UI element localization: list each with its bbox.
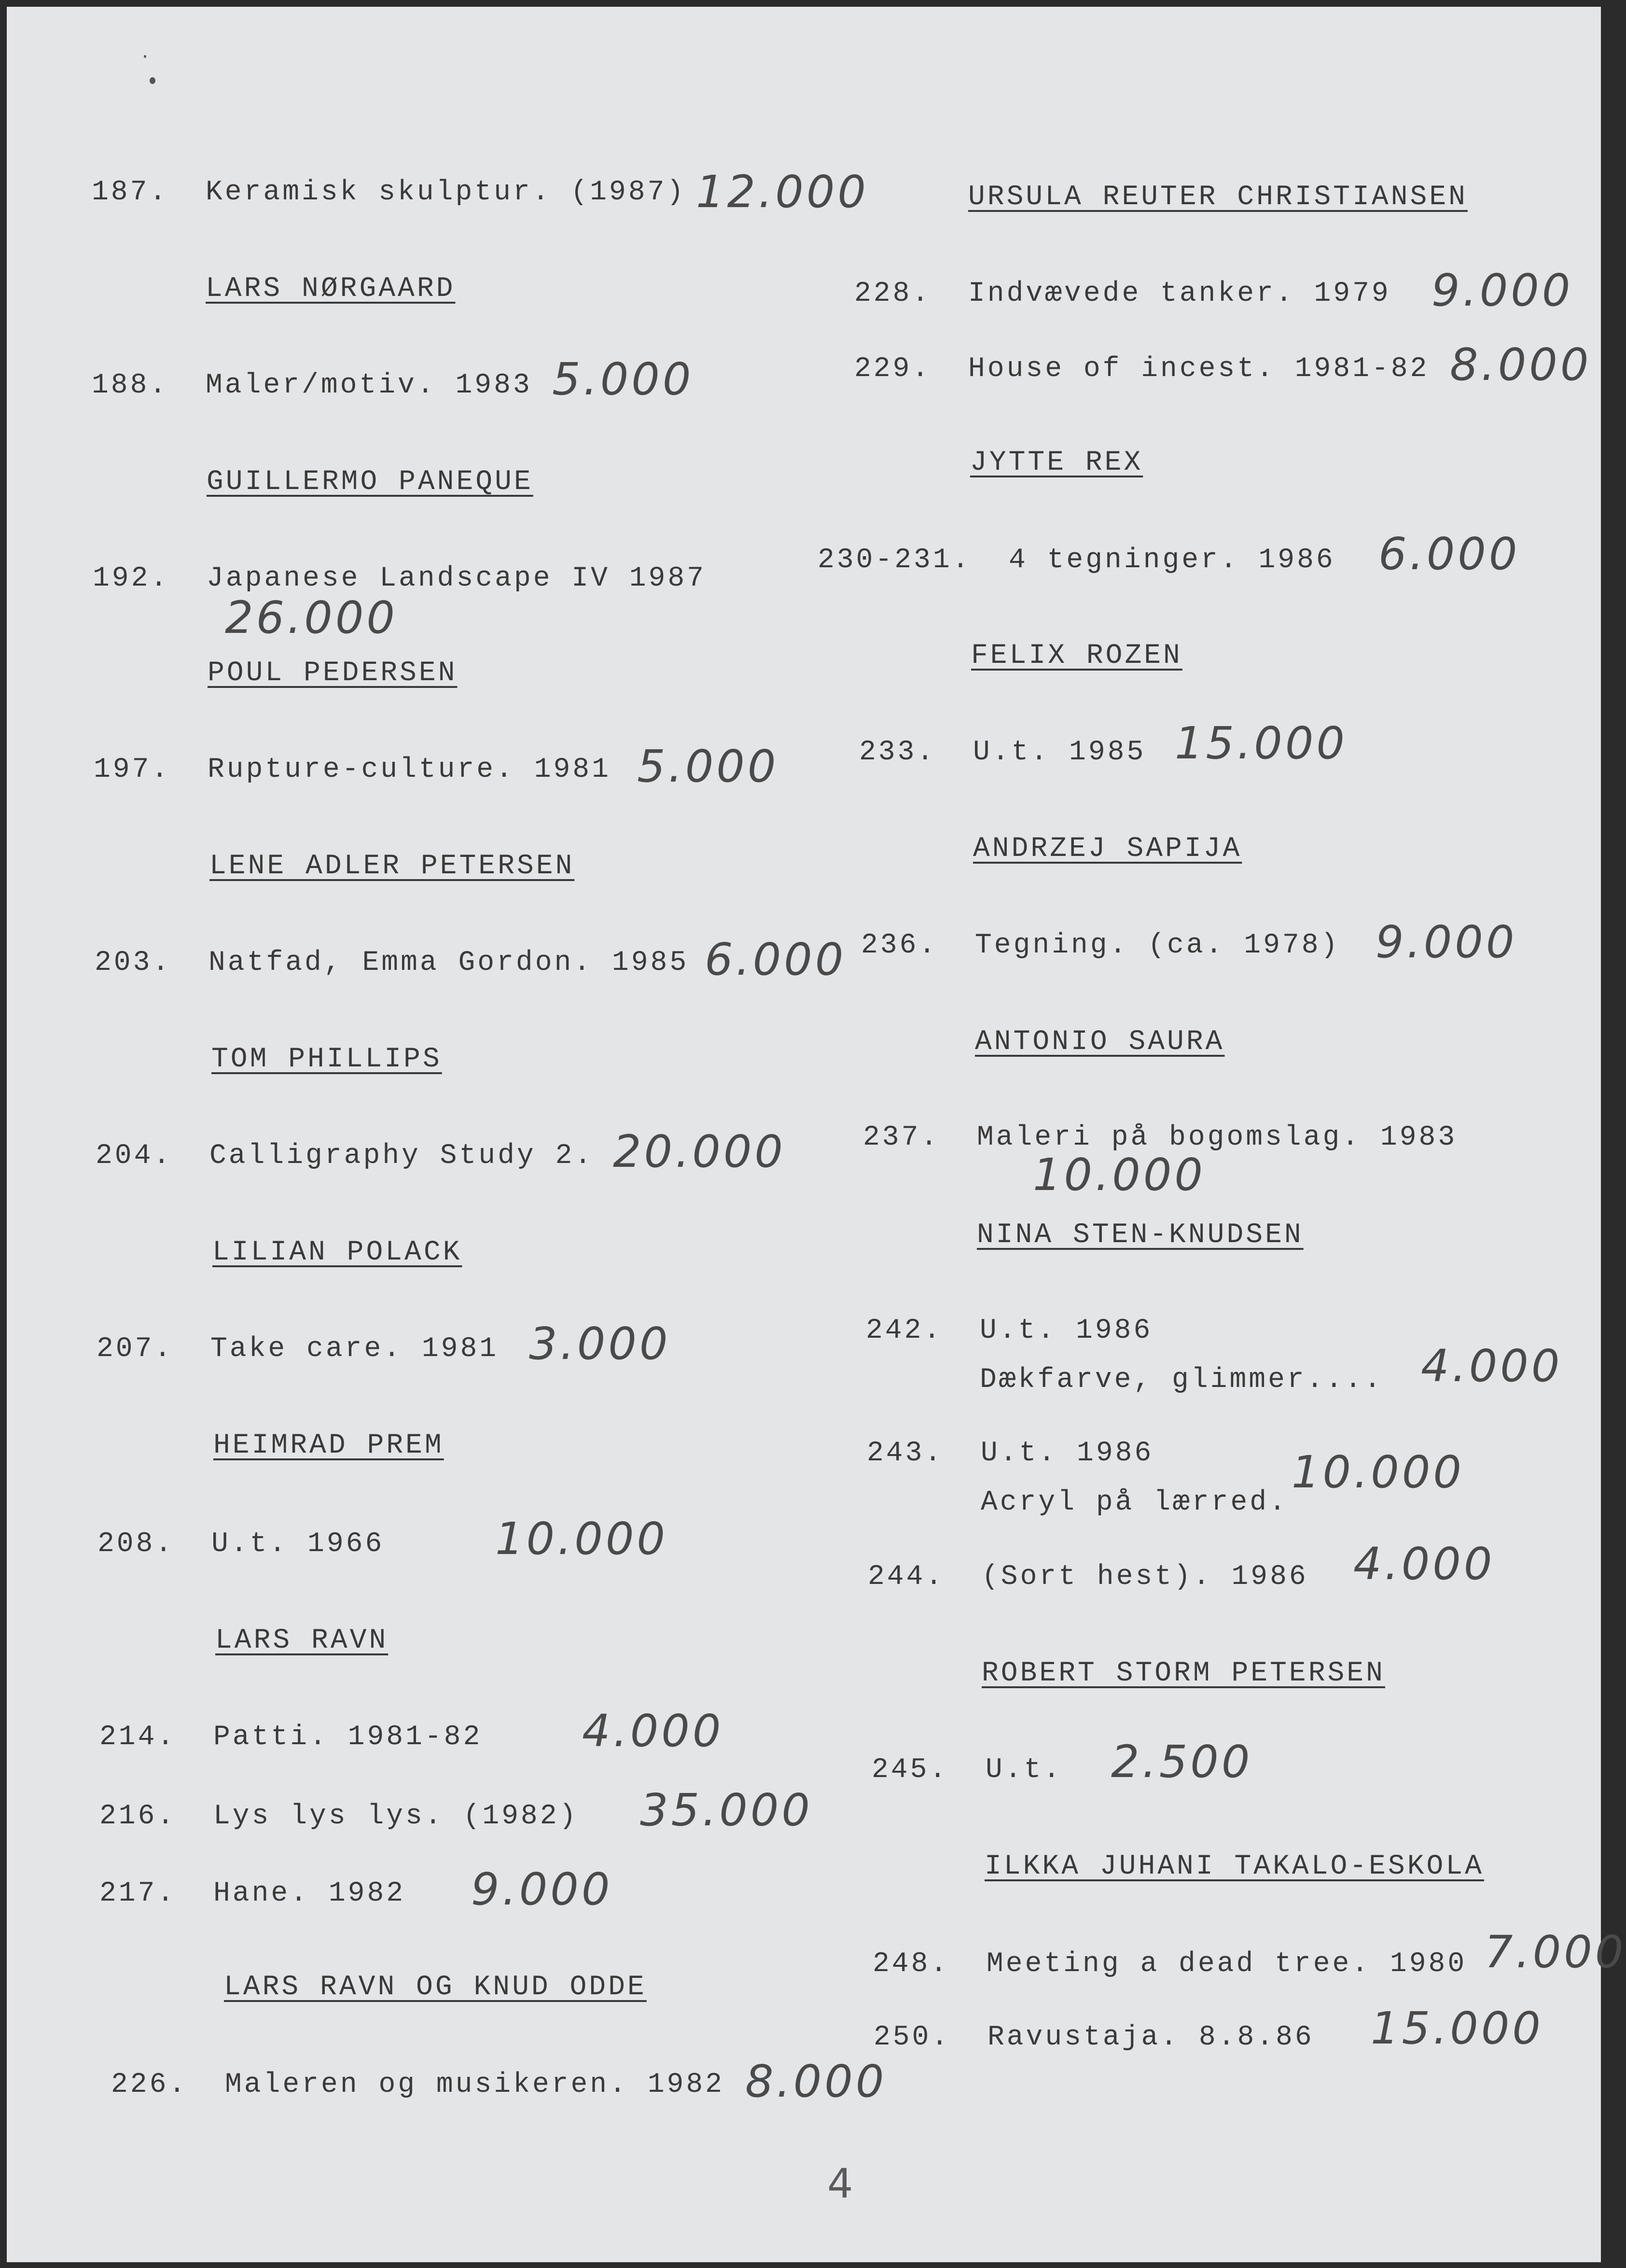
entry-title: Maleri på bogomslag. 1983 (977, 1122, 1458, 1153)
entry-title: Ravustaja. 8.8.86 (987, 2022, 1314, 2053)
entry-236 (861, 930, 1340, 961)
entry-number: 197. (94, 754, 171, 785)
entry-number: 226. (111, 2069, 188, 2100)
handwritten-price: 9.000 (1431, 265, 1573, 316)
artist-heading: LENE ADLER PETERSEN (209, 851, 575, 882)
handwritten-price: 10.000 (1033, 1149, 1206, 1201)
entry-title: 4 tegninger. 1986 (1009, 545, 1335, 576)
handwritten-price: 4.000 (1421, 1340, 1563, 1392)
artist-heading: ROBERT STORM PETERSEN (982, 1658, 1385, 1689)
artist-heading: LARS NØRGAARD (206, 273, 456, 305)
handwritten-price: 4.000 (1353, 1538, 1495, 1590)
page-number: 4 (827, 2160, 853, 2207)
entry-number: 233. (859, 737, 936, 768)
entry-number: 192. (93, 563, 170, 594)
entry-number: 207. (97, 1333, 174, 1365)
handwritten-price: 10.000 (495, 1513, 668, 1565)
entry-subtitle: Dækfarve, glimmer.... (980, 1364, 1383, 1396)
entry-250 (874, 2022, 1314, 2053)
artist-heading: NINA STEN-KNUDSEN (977, 1219, 1304, 1251)
handwritten-price: 12.000 (696, 166, 869, 218)
entry-number: 230-231. (818, 545, 972, 576)
entry-number: 203. (95, 947, 172, 979)
handwritten-price: 15.000 (1175, 717, 1348, 769)
handwritten-price: 4.000 (582, 1705, 724, 1757)
handwritten-price: 3.000 (529, 1318, 671, 1370)
entry-192 (93, 563, 706, 594)
entry-title: U.t. 1966 (211, 1528, 385, 1560)
entry-number: 204. (96, 1140, 173, 1172)
entry-title: House of incest. 1981-82 (968, 353, 1430, 385)
entry-number: 244. (868, 1561, 945, 1593)
entry-title: Tegning. (ca. 1978) (975, 930, 1340, 961)
entry-title: Rupture-culture. 1981 (208, 754, 611, 785)
entry-245 (872, 1754, 1062, 1786)
handwritten-price: 5.000 (552, 353, 694, 405)
entry-207 (97, 1333, 499, 1365)
paper-speck (150, 77, 155, 84)
entry-number: 229. (854, 353, 931, 385)
artist-heading: ANDRZEJ SAPIJA (973, 833, 1242, 865)
handwritten-price: 35.000 (640, 1784, 813, 1836)
entry-number: 250. (874, 2022, 951, 2053)
entry-188 (92, 370, 532, 401)
entry-number: 187. (92, 177, 169, 208)
artist-heading: LILIAN POLACK (212, 1237, 462, 1268)
artist-heading: LARS RAVN OG KNUD ODDE (224, 1972, 647, 2003)
entry-208 (97, 1528, 384, 1560)
entry-number: 245. (872, 1754, 949, 1786)
entry-title: (Sort hest). 1986 (982, 1561, 1308, 1593)
entry-title: U.t. (986, 1754, 1063, 1786)
entry-subtitle: Acryl på lærred. (981, 1487, 1288, 1518)
artist-heading: URSULA REUTER CHRISTIANSEN (968, 182, 1468, 213)
entry-243 (867, 1438, 1153, 1469)
handwritten-price: 2.500 (1111, 1736, 1253, 1788)
document-page (7, 7, 1626, 2262)
handwritten-price: 7.000 (1485, 1926, 1626, 1978)
entry-197 (94, 754, 611, 785)
entry-204 (96, 1140, 594, 1172)
entry-number: 217. (99, 1878, 177, 1909)
artist-heading: FELIX ROZEN (971, 640, 1182, 672)
handwritten-price: 9.000 (471, 1863, 613, 1915)
entry-title: Indvævede tanker. 1979 (968, 278, 1391, 309)
entry-title: Maler/motiv. 1983 (206, 370, 532, 401)
entry-title: Natfad, Emma Gordon. 1985 (208, 947, 689, 979)
entry-number: 242. (866, 1315, 943, 1346)
entry-242 (866, 1315, 1153, 1346)
artist-heading: JYTTE REX (970, 447, 1143, 478)
handwritten-price: 10.000 (1292, 1446, 1464, 1498)
entry-226 (111, 2069, 724, 2100)
entry-number: 248. (873, 1948, 950, 1980)
paper-speck (144, 55, 146, 58)
entry-title: Take care. 1981 (210, 1333, 499, 1365)
entry-title: Japanese Landscape IV 1987 (207, 563, 706, 594)
entry-187 (92, 177, 686, 208)
handwritten-price: 8.000 (745, 2056, 887, 2107)
entry-number: 228. (854, 278, 931, 309)
entry-203 (95, 947, 689, 979)
entry-244 (868, 1561, 1308, 1593)
entry-number: 243. (867, 1438, 944, 1469)
handwritten-price: 6.000 (1378, 528, 1520, 580)
entry-title: Maleren og musikeren. 1982 (225, 2069, 724, 2100)
entry-title: Lys lys lys. (1982) (213, 1801, 579, 1832)
entry-248 (873, 1948, 1467, 1980)
entry-number: 214. (99, 1722, 177, 1753)
entry-217 (99, 1878, 405, 1909)
entry-number: 237. (863, 1122, 940, 1153)
handwritten-price: 9.000 (1376, 916, 1517, 968)
entry-216 (99, 1801, 578, 1832)
entry-title: Meeting a dead tree. 1980 (987, 1948, 1467, 1980)
entry-title: Keramisk skulptur. (1987) (206, 177, 686, 208)
entry-title: Patti. 1981-82 (213, 1722, 483, 1753)
handwritten-price: 8.000 (1450, 339, 1592, 391)
artist-heading: POUL PEDERSEN (208, 658, 458, 689)
entry-title: U.t. 1986 (980, 1315, 1153, 1346)
artist-heading: GUILLERMO PANEQUE (207, 466, 533, 498)
handwritten-price: 20.000 (613, 1126, 786, 1177)
entry-number: 236. (861, 930, 938, 961)
entry-233 (859, 737, 1146, 768)
entry-title: U.t. 1986 (981, 1438, 1154, 1469)
entry-number: 216. (99, 1801, 177, 1832)
entry-title: Hane. 1982 (213, 1878, 406, 1909)
handwritten-price: 5.000 (637, 741, 779, 792)
artist-heading: ILKKA JUHANI TAKALO-ESKOLA (985, 1851, 1484, 1882)
entry-214 (99, 1722, 482, 1753)
handwritten-price: 6.000 (705, 934, 847, 985)
artist-heading: TOM PHILLIPS (211, 1044, 442, 1075)
handwritten-price: 26.000 (225, 592, 398, 644)
artist-heading: LARS RAVN (215, 1625, 389, 1656)
entry-229 (854, 353, 1429, 385)
entry-230-231 (818, 545, 1335, 576)
handwritten-price: 15.000 (1371, 2002, 1543, 2054)
entry-title: Calligraphy Study 2. (209, 1140, 594, 1172)
entry-number: 208. (97, 1528, 175, 1560)
entry-number: 188. (92, 370, 169, 401)
entry-title: U.t. 1985 (973, 737, 1146, 768)
artist-heading: ANTONIO SAURA (975, 1026, 1225, 1058)
artist-heading: HEIMRAD PREM (213, 1430, 444, 1461)
entry-228 (854, 278, 1391, 309)
